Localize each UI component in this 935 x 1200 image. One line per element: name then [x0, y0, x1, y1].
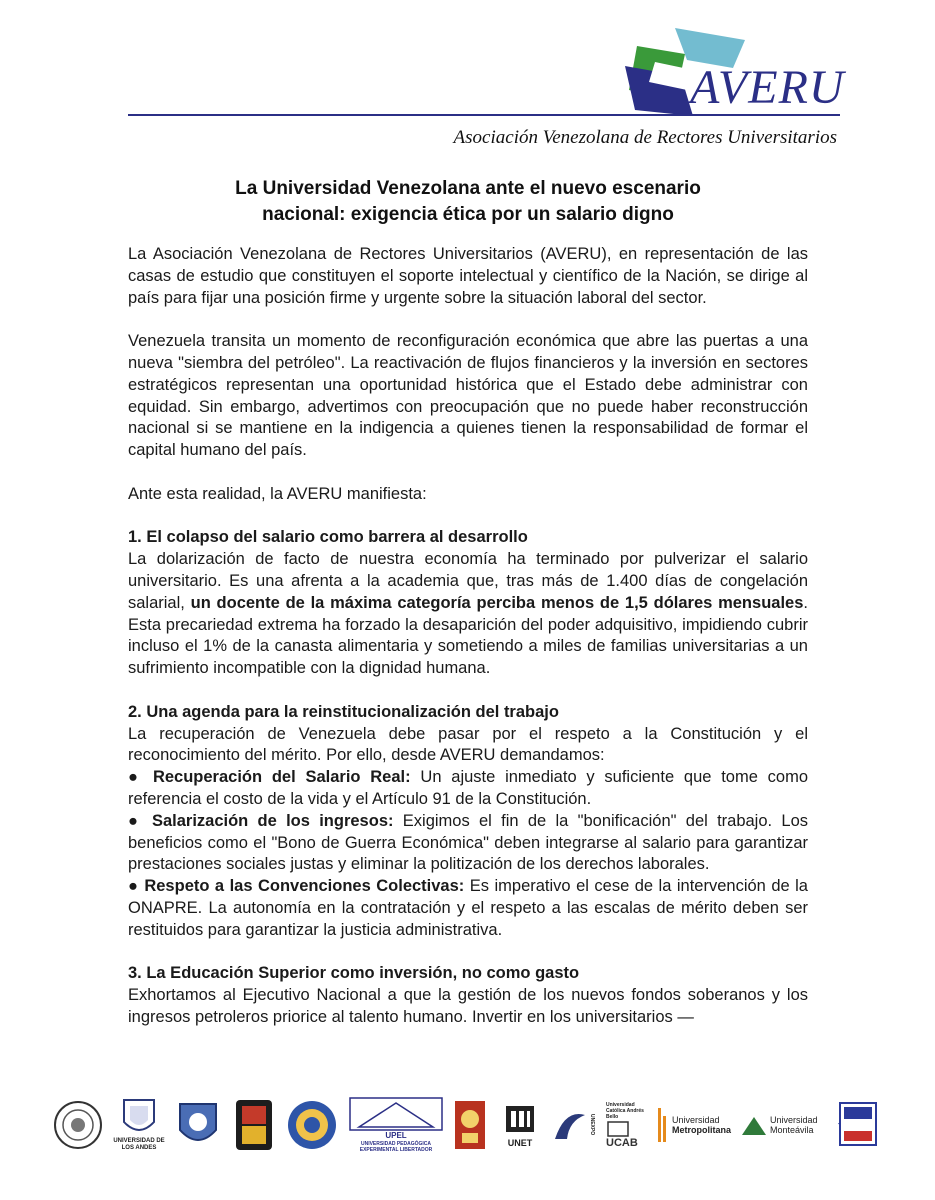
document-body [128, 244, 808, 1029]
averu-logo-name: AVERU [690, 61, 845, 114]
bullet-3-lead: Respeto a las Convenciones Colectivas: [144, 877, 465, 896]
ucab-logo [606, 1094, 654, 1156]
list-item [128, 767, 808, 811]
list-item [128, 811, 808, 876]
unefa-shield-icon [836, 1100, 880, 1148]
manifest-paragraph: Ante esta realidad, la AVERU manifiesta: [128, 484, 427, 503]
ula-logo-icon [110, 1094, 168, 1156]
upel-logo-icon [348, 1094, 444, 1156]
ucab-label: UCAB [606, 1137, 638, 1149]
udo-seal-icon [284, 1094, 340, 1156]
unimet-bars-icon [658, 1108, 668, 1142]
title-line-1: La Universidad Venezolana ante el nuevo escenario [235, 178, 701, 199]
upel-label: UPEL [385, 1131, 407, 1140]
bullet-1-lead: Recuperación del Salario Real: [152, 768, 411, 787]
ucla-emblem-icon [450, 1094, 490, 1156]
section-1-text-b: . Esta precariedad extrema ha forzado la desaparición del poder adquisitivo, impidiendo cubrir incluso el 1% de la canasta alimentaria y sometiendo a miles de familias universitarias a un sufrimiento incompatible con la dignidad humana. [128, 593, 808, 678]
monteavila-label: Monteávila [770, 1125, 814, 1135]
list-item [128, 876, 808, 941]
unimet-logo [658, 1094, 736, 1156]
organization-name: Asociación Venezolana de Rectores Universitarios [453, 127, 837, 148]
title-line-2: nacional: exigencia ética por un salario digno [262, 204, 674, 225]
ucv-seal-icon [52, 1094, 104, 1156]
unimet-label: Metropolitana [672, 1125, 732, 1135]
section-1-paragraph [128, 549, 808, 680]
bullet-icon: ● [128, 811, 143, 830]
bullet-1-text: Un ajuste inmediato y suficiente que tome como referencia el costo de la vida y el Artículo 91 de la Constitución. [128, 768, 809, 808]
section-1-highlight: un docente de la máxima categoría perciba menos de 1,5 dólares mensuales [190, 593, 804, 612]
bullet-icon: ● [128, 877, 139, 896]
unet-label: UNET [507, 1138, 533, 1148]
bullet-2-lead: Salarización de los ingresos: [151, 811, 394, 830]
member-universities-logos [52, 1094, 882, 1156]
monteavila-top-label: Universidad [770, 1115, 818, 1125]
bullet-icon: ● [128, 768, 144, 787]
unexpo-logo-icon [550, 1094, 600, 1156]
unimet-top-label: Universidad [672, 1115, 720, 1125]
section-2-intro: La recuperación de Venezuela debe pasar por el respeto a la Constitución y el reconocimiento del mérito. Por ello, desde AVERU demandamos: [128, 724, 808, 765]
unet-logo-icon [496, 1094, 544, 1156]
section-1-heading: 1. El colapso del salario como barrera al desarrollo [128, 528, 528, 547]
monteavila-mountain-icon [742, 1115, 766, 1135]
section-2-heading: 2. Una agenda para la reinstitucionalización del trabajo [128, 702, 559, 721]
bullet-3-text: Es imperativo el cese de la intervención de la ONAPRE. La autonomía en la contratación y el respeto a las escalas de mérito deben ser restituidos para garantizar la justicia administrativa. [128, 877, 808, 939]
section-1-text-a: La dolarización de facto de nuestra economía ha terminado por pulverizar el salario universitario. Es una afrenta a la academia que, tras más de 1.400 días de congelación salarial, [128, 550, 808, 612]
upel-sub-label: UNIVERSIDAD PEDAGÓGICA EXPERIMENTAL LIBERTADOR [359, 1141, 433, 1153]
luz-seal-icon [172, 1094, 224, 1156]
letterhead [0, 0, 935, 160]
ula-label: UNIVERSIDAD DE LOS ANDES [113, 1138, 165, 1151]
ucab-icon [606, 1120, 630, 1138]
intro-paragraph: La Asociación Venezolana de Rectores Universitarios (AVERU), en representación de las casas de estudio que constituyen el soporte intelectual y científico de la Nación, se dirige al país para fijar una posición firme y urgente sobre la situación laboral del sector. [128, 245, 808, 307]
monteavila-logo [742, 1094, 826, 1156]
section-3-heading: 3. La Educación Superior como inversión, no como gasto [128, 964, 580, 983]
section-3-paragraph: Exhortamos al Ejecutivo Nacional a que la gestión de los nuevos fondos soberanos y los ingresos petroleros priorice al talento humano. Invertir en los universitarios — [128, 986, 808, 1026]
header-rule [128, 114, 840, 116]
ucab-top-label: Universidad Católica Andrés Bello [606, 1102, 644, 1120]
document-title [128, 176, 808, 228]
unexpo-label: UNEXPO [589, 1114, 595, 1136]
uc-shield-icon [228, 1094, 280, 1156]
context-paragraph: Venezuela transita un momento de reconfiguración económica que abre las puertas a una nueva "siembra del petróleo". La reactivación de flujos financieros y la inversión en sectores estratégicos representan una oportunidad histórica que el Estado debe administrar con equidad. Sin embargo, advertimos con preocupación que no puede haber reconstrucción nacional si se mantiene en la indigencia a quienes tienen la responsabilidad de formar el capital humano del país. [128, 332, 808, 460]
bullet-2-text: Exigimos el fin de la "bonificación" del trabajo. Los beneficios como el "Bono de Guerra Económica" deben integrarse al salario para garantizar prestaciones sociales justas y eliminar la politización de los derechos laborales. [128, 811, 808, 874]
